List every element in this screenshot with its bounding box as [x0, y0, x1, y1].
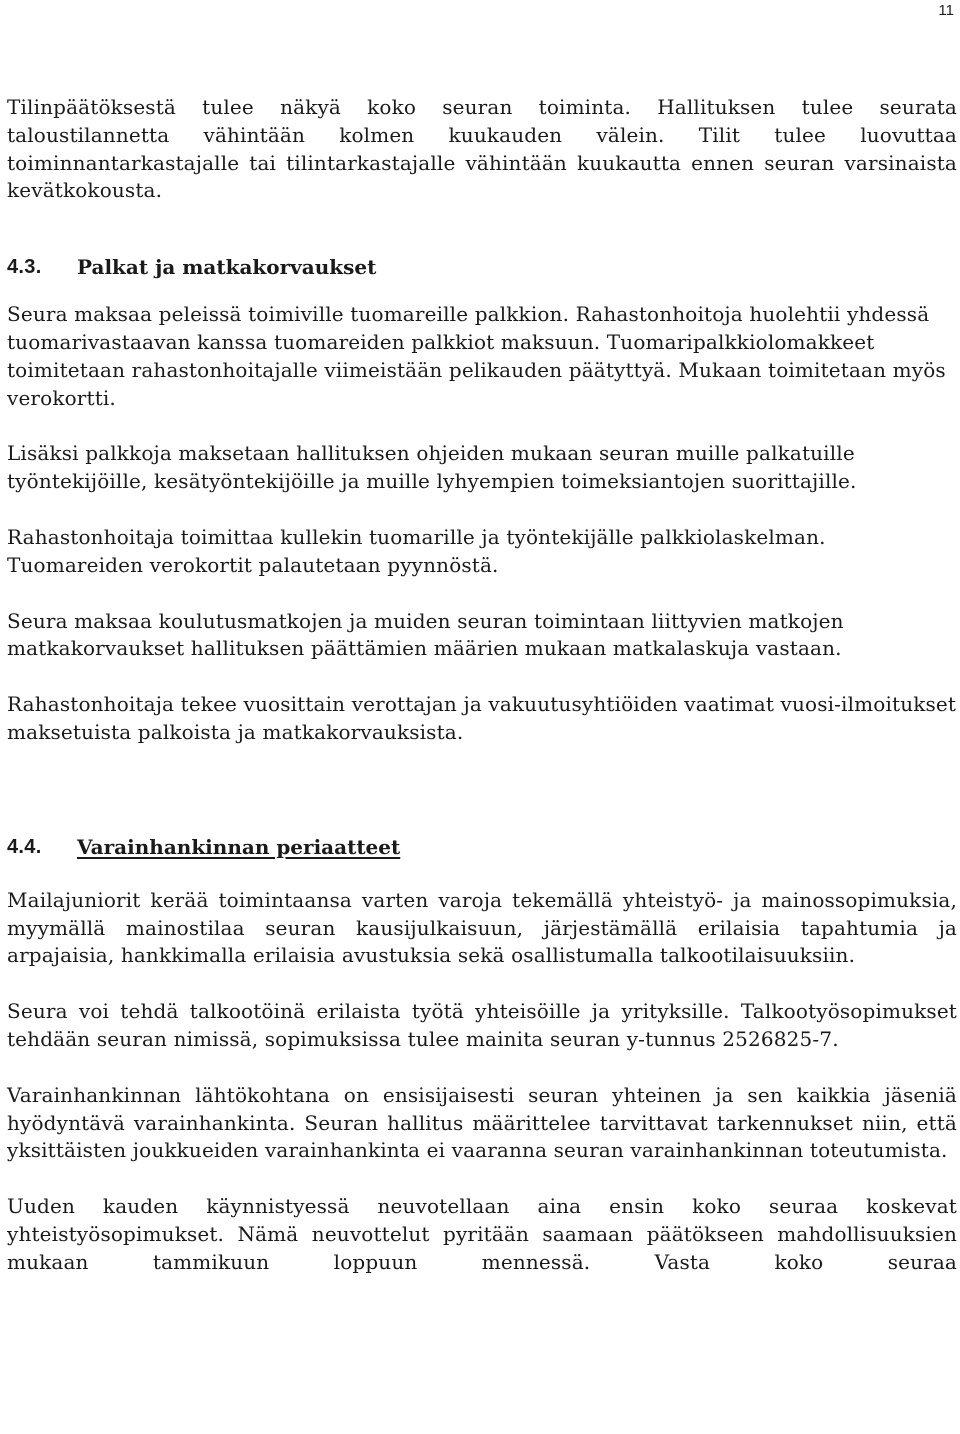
paragraph: Rahastonhoitaja tekee vuosittain verottajan ja vakuutusyhtiöiden vaatimat vuosi-ilmoitukset maksetuista palkoista ja matkakorvauksista.: [7, 692, 957, 744]
paragraph: Lisäksi palkkoja maksetaan hallituksen ohjeiden mukaan seuran muille palkatuille työntekijöille, kesätyöntekijöille ja muille lyhyempien toimeksiantojen suorittajille.: [7, 441, 857, 494]
section-title: Varainhankinnan periaatteet: [77, 834, 401, 859]
paragraph: Varainhankinnan lähtökohtana on ensisijaisesti seuran yhteinen ja sen kaikkia jäseniä hyödyntävä varainhankinta. Seuran hallitus määrittelee tarvittavat tarkennukset niin, että yksittäisten joukkueiden varainhankinta ei vaaranna seuran varainhankinnan toteutumista.: [7, 1082, 957, 1163]
intro-paragraph: Tilinpäätöksestä tulee näkyä koko seuran toiminta. Hallituksen tulee seurata taloustilannetta vähintään kolmen kuukauden välein. Tilit tulee luovuttaa toiminnantarkastajalle tai tilintarkastajalle vähintään kuukautta ennen seuran varsinaista kevätkokousta.: [7, 95, 957, 203]
page-number: 11: [938, 2, 954, 19]
section-title: Palkat ja matkakorvaukset: [77, 255, 377, 280]
paragraph: Mailajuniorit kerää toimintaansa varten varoja tekemällä yhteistyö- ja mainossopimuksia, myymällä mainostilaa seuran kausijulkaisuun, järjestämällä erilaisia tapahtumia ja arpajaisia, hankkimalla erilaisia avustuksia sekä osallistumalla talkootilaisuuksiin.: [7, 887, 957, 968]
section-heading-4-3: [7, 253, 957, 281]
paragraph: Seura maksaa koulutusmatkojen ja muiden seuran toimintaan liittyvien matkojen matkakorvaukset hallituksen päättämien määrien mukaan matkalaskuja vastaan.: [7, 608, 844, 661]
document-body: [7, 94, 957, 1277]
section-number: 4.4.: [7, 835, 42, 858]
paragraph: Seura voi tehdä talkootöinä erilaista työtä yhteisöille ja yrityksille. Talkootyösopimukset tehdään seuran nimissä, sopimuksissa tulee mainita seuran y-tunnus 2526825-7.: [7, 999, 957, 1051]
paragraph: Uuden kauden käynnistyessä neuvotellaan aina ensin koko seuraa koskevat yhteistyösopimukset. Nämä neuvottelut pyritään saamaan päätökseen mahdollisuuksien mukaan tammikuun loppuun mennessä. Vasta koko seuraa: [7, 1194, 957, 1274]
paragraph: Seura maksaa peleissä toimiville tuomareille palkkion. Rahastonhoitoja huolehtii yhdessä tuomarivastaavan kanssa tuomareiden palkkiot maksuun. Tuomaripalkkiolomakkeet toimitetaan rahastonhoitajalle viimeistään pelikauden päätyttyä. Mukaan toimitetaan myös verokortti.: [7, 302, 946, 410]
section-heading-4-4: [7, 833, 957, 861]
paragraph: Rahastonhoitaja toimittaa kullekin tuomarille ja työntekijälle palkkiolaskelman. Tuomareiden verokortit palautetaan pyynnöstä.: [7, 524, 826, 577]
section-number: 4.3.: [7, 256, 42, 279]
